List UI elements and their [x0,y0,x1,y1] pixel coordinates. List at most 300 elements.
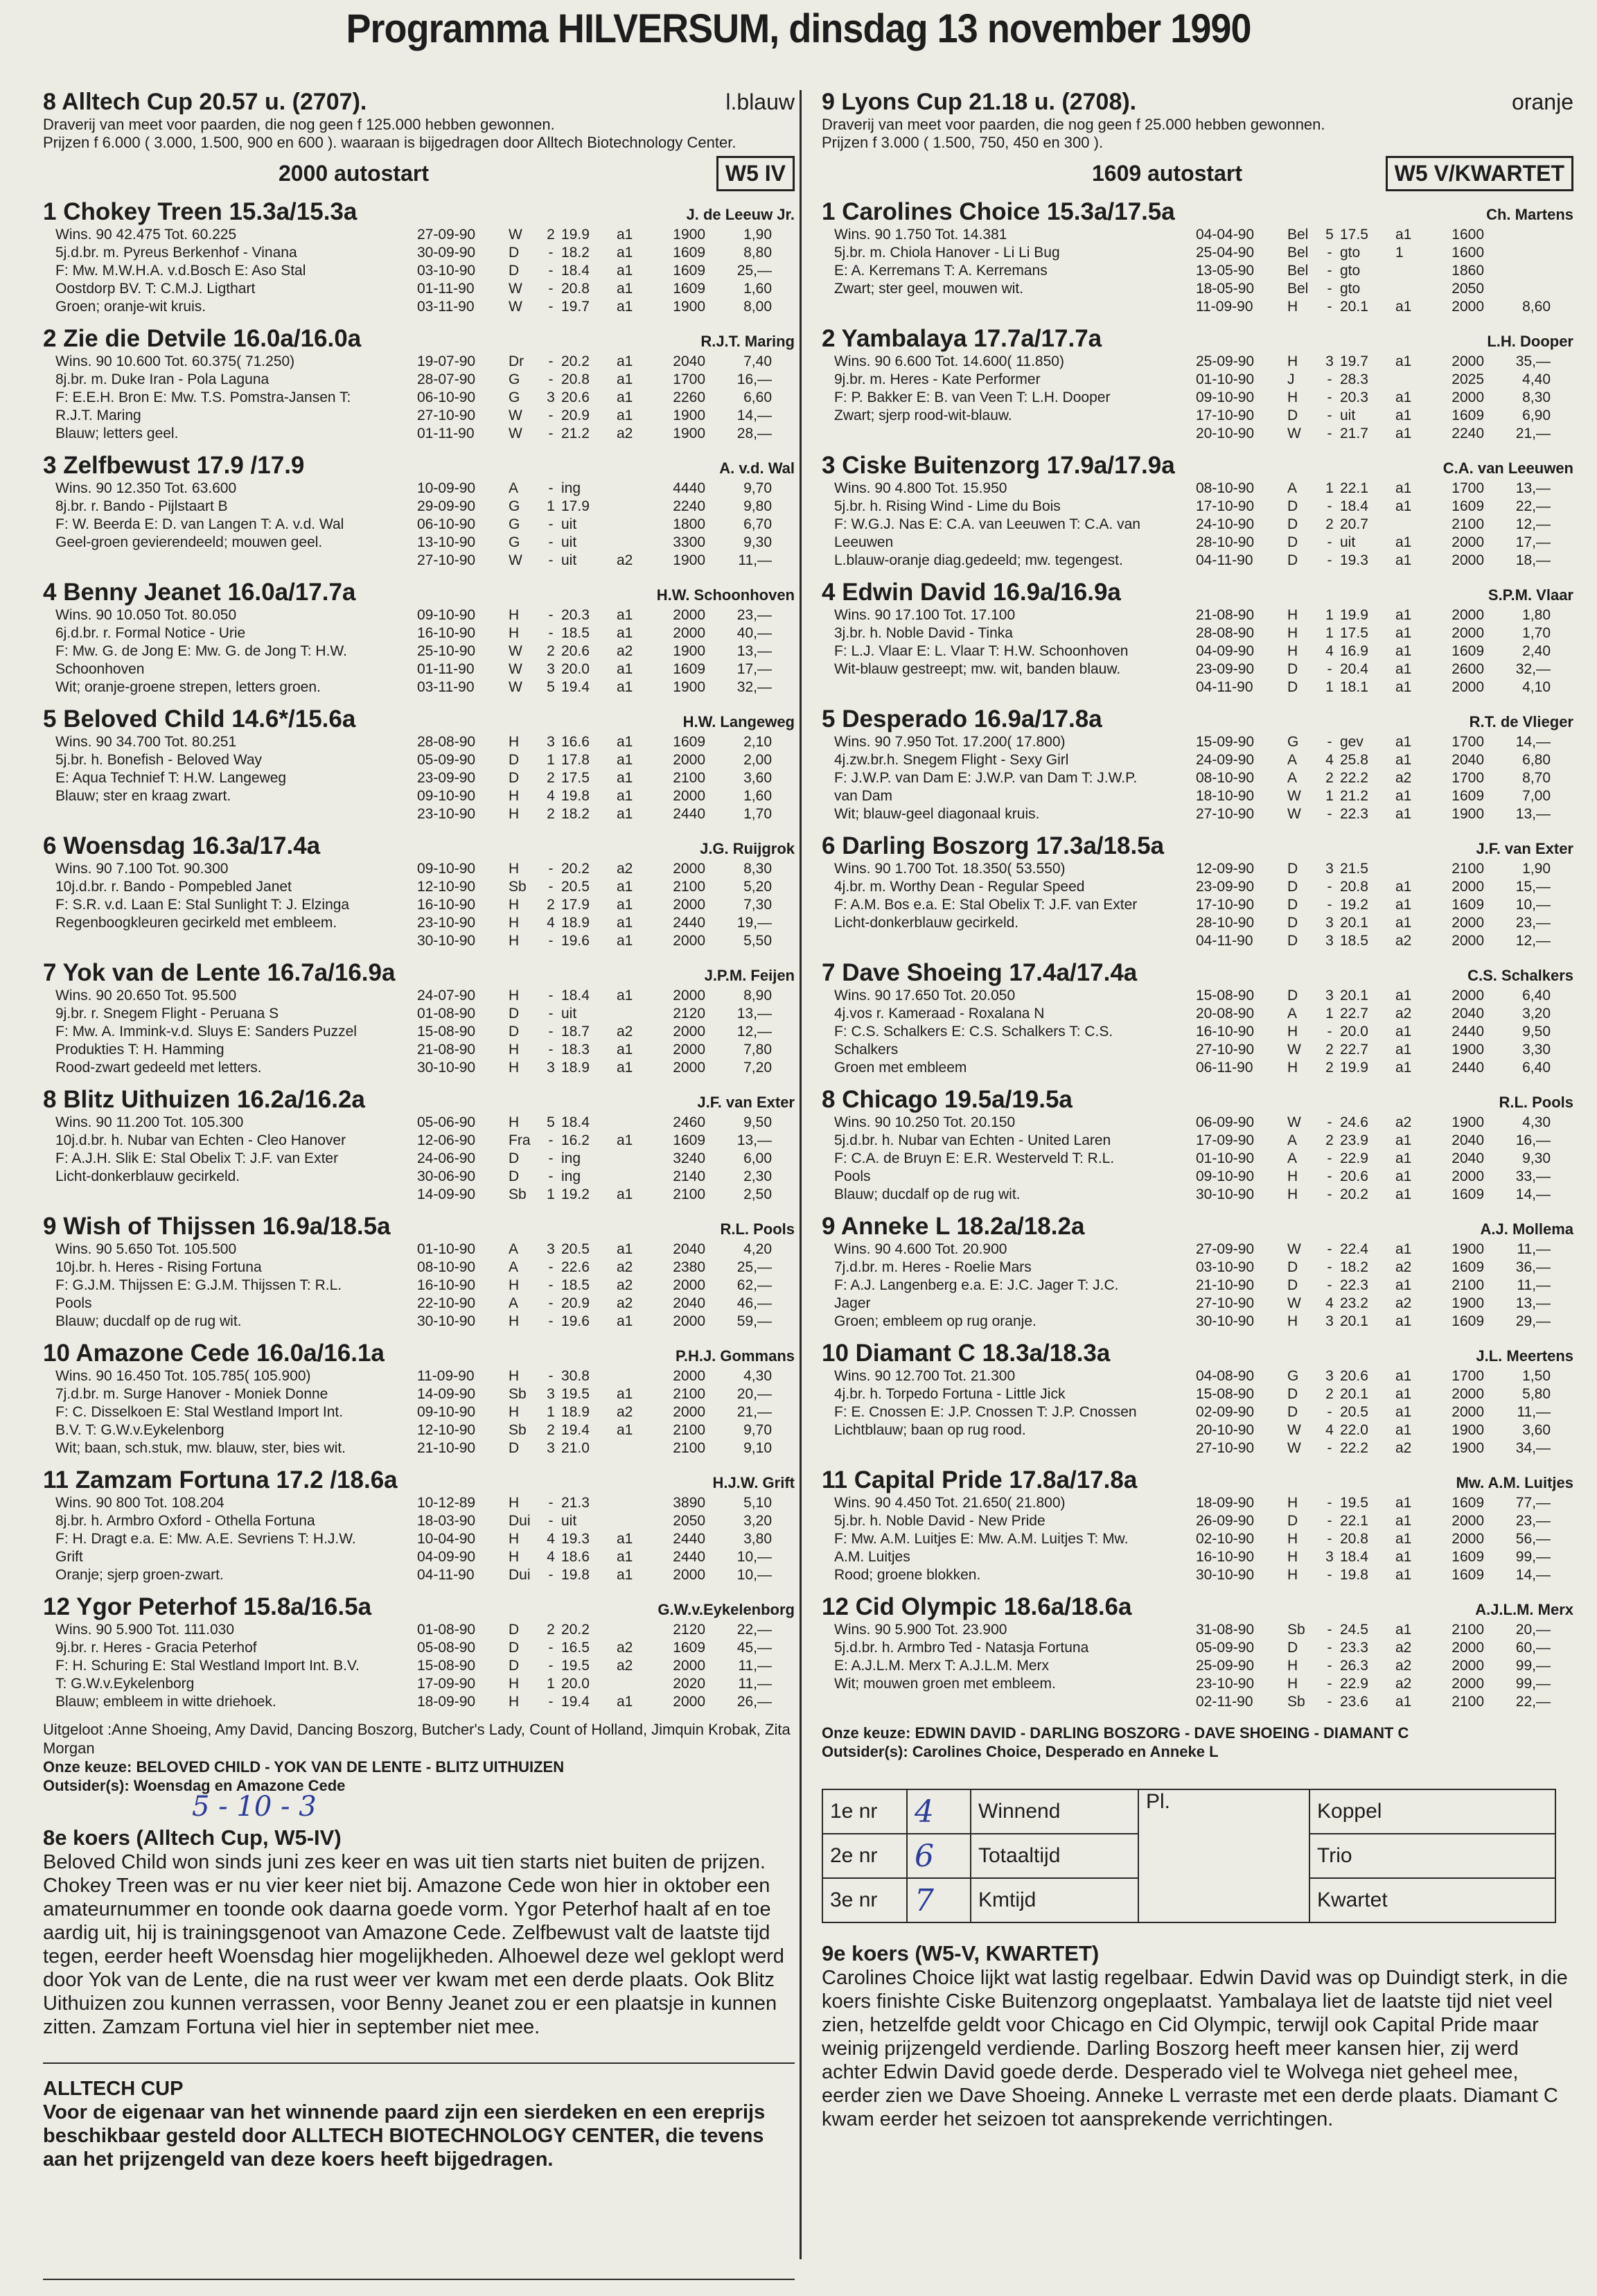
perf-place: 1 [547,1676,555,1692]
outsiders: Outsider(s): Woensdag en Amazone Cede [43,1777,346,1794]
horse-info [822,987,1196,1077]
horse-info-line: 9j.br. r. Snegem Flight - Peruana S [55,1006,279,1022]
perf-date: 04-11-90 [417,1567,475,1583]
perf-track: H [1287,1168,1298,1184]
horse-info [43,353,417,443]
perf-date: 08-10-90 [417,1259,476,1275]
perf-date: 27-10-90 [417,552,476,568]
perf-place: - [548,1295,554,1311]
perf-date: 30-10-90 [417,933,476,949]
perf-track: Sb [1287,1622,1305,1638]
horse-info-line: Wit; baan, sch.stuk, mw. blauw, ster, bies wit. [55,1440,346,1456]
horse-entry [822,1466,1573,1584]
perf-start: a1 [617,625,633,641]
perf-distance: 1609 [1452,643,1484,659]
performance-row [1196,226,1573,244]
performance-row [1196,1168,1573,1186]
race-header [822,89,1573,116]
performance-row [417,606,795,624]
perf-date: 16-10-90 [417,897,476,913]
perf-distance: 2000 [673,1694,705,1710]
horse-entry [43,706,795,823]
perf-time: 20.6 [1340,1368,1368,1384]
horse-entry [822,706,1573,823]
result-handwritten[interactable]: 4 [907,1789,971,1834]
perf-date: 14-09-90 [417,1386,476,1402]
perf-time: ing [561,1168,581,1184]
perf-odds: 7,00 [1522,788,1551,804]
horse-trainer: H.J.W. Grift [712,1474,795,1491]
perf-date: 04-09-90 [417,1549,476,1565]
perf-distance: 1609 [1452,1495,1484,1511]
perf-date: 23-09-90 [417,770,476,786]
perf-track: G [509,389,520,405]
perf-odds: 23,— [736,607,772,623]
perf-distance: 2380 [673,1259,705,1275]
perf-start: a1 [1395,1150,1412,1166]
horse-trainer: L.H. Dooper [1487,333,1573,350]
horse-trainer: J.L. Meertens [1476,1347,1573,1365]
horse-info-line: 4j.br. h. Torpedo Fortuna - Little Jick [834,1386,1066,1402]
horse-info-line: Wins. 90 4.800 Tot. 15.950 [834,480,1007,496]
perf-odds: 2,10 [743,734,772,750]
perf-track: A [1287,1132,1298,1148]
perf-place: - [548,1368,554,1384]
perf-distance: 2000 [1452,1676,1484,1692]
perf-track: H [509,915,520,931]
perf-start: a1 [617,1567,633,1583]
perf-odds: 1,60 [743,281,772,297]
horse-name: 7 Dave Shoeing 17.4a/17.4a [822,959,1138,986]
perf-odds: 5,10 [743,1495,772,1511]
perf-start: a1 [617,408,633,423]
perf-date: 18-09-90 [417,1694,476,1710]
horse-info [822,606,1196,696]
performance-row [1196,1385,1573,1403]
perf-start [617,1621,648,1639]
perf-distance: 2000 [1452,915,1484,931]
perf-odds: 16,— [736,371,772,387]
horse-info-line: Wins. 90 4.450 Tot. 21.650( 21.800) [834,1495,1066,1511]
performance-row [417,1277,795,1295]
horse-entry [43,959,795,1077]
recent-performances [1196,1367,1573,1457]
perf-track: Dui [509,1513,531,1529]
race-preview-text: Carolines Choice lijkt wat lastig regelbaar. Edwin David was op Duindigt sterk, in die koers finishte Ciske Buitenzorg ongeplaatst. Yambalaya liet de laatste tijd niet veel zien, hetzelfde geldt voor Chicago en Cid Olympic, terwijl ook Capital Pride maar weinig prijzengeld verdiende. Darling Boszorg heeft meer kansen hier, zij werd achter Edwin David goede derde. Desperado viel te Wolvega niet geheel mee, eerder zien we Dave Shoeing. Anneke L verraste met een derde plaats. Diamant C kwam eerder het seizoen tot aansprekende verrichtingen. [822,1967,1568,2130]
perf-start: a1 [1395,1060,1412,1076]
horse-info-line: 8j.br. h. Armbro Oxford - Othella Fortuna [55,1513,315,1529]
perf-distance: 1609 [673,263,705,279]
perf-start: a1 [617,227,633,243]
performance-row [417,1114,795,1132]
perf-odds: 6,80 [1522,752,1551,768]
perf-date: 24-07-90 [417,988,476,1004]
horse-details [822,1367,1573,1457]
perf-track: Bel [1287,245,1309,261]
perf-time: 19.2 [561,1186,590,1202]
perf-track: H [1287,1024,1298,1040]
perf-start: a2 [617,552,633,568]
perf-distance: 2040 [673,1241,705,1257]
perf-place: - [548,534,554,550]
perf-time: 20.6 [561,389,590,405]
horse-name: 12 Cid Olympic 18.6a/18.6a [822,1593,1132,1620]
perf-odds: 8,60 [1522,299,1551,315]
perf-odds: 8,80 [743,245,772,261]
performance-row [417,262,795,280]
perf-start [617,516,648,534]
perf-date: 27-09-90 [417,227,476,243]
recent-performances [1196,226,1573,316]
recent-performances [417,353,795,443]
performance-row [1196,1259,1573,1277]
perf-start: a1 [1395,1404,1412,1420]
perf-distance: 2020 [673,1676,705,1692]
horse-info-line: Groen met embleem [834,1060,967,1076]
perf-date: 04-08-90 [1196,1368,1255,1384]
bet-type-box: W5 IV [716,156,795,191]
perf-odds: 4,10 [1522,679,1551,695]
perf-odds: 10,— [736,1549,772,1565]
perf-distance: 2100 [1452,1622,1484,1638]
perf-date: 28-07-90 [417,371,476,387]
bet-type-box: W5 V/KWARTET [1386,156,1573,191]
horse-header [43,452,795,480]
horse-info [822,1114,1196,1204]
performance-row [417,1548,795,1566]
perf-track: A [1287,1150,1298,1166]
horse-entry [822,1213,1573,1331]
perf-distance: 1900 [1452,1295,1484,1311]
perf-place: - [548,1277,554,1293]
perf-odds: 11,— [738,552,772,568]
perf-date: 01-10-90 [1196,371,1255,387]
perf-start: a1 [617,371,633,387]
perf-track: A [509,1259,519,1275]
perf-time: 20.0 [561,661,590,677]
horse-name: 2 Zie die Detvile 16.0a/16.0a [43,325,362,352]
perf-time: 21.3 [561,1495,590,1511]
perf-distance: 2000 [673,625,705,641]
recent-performances [417,1494,795,1584]
perf-odds: 3,60 [1522,1422,1551,1438]
perf-date: 27-10-90 [417,408,476,423]
recent-performances [417,606,795,696]
perf-place: - [548,1024,554,1040]
perf-date: 18-05-90 [1196,281,1255,297]
perf-date: 09-10-90 [417,1404,476,1420]
performance-row [417,1530,795,1548]
perf-date: 04-09-90 [1196,643,1255,659]
perf-date: 20-10-90 [1196,426,1255,441]
perf-time: uit [1340,408,1356,423]
page-title: Programma HILVERSUM, dinsdag 13 november 1990 [346,6,1251,51]
perf-date: 09-10-90 [1196,1168,1255,1184]
perf-distance: 2000 [1452,625,1484,641]
perf-odds: 2,00 [743,752,772,768]
perf-place: - [1327,245,1332,261]
performance-row [417,1259,795,1277]
perf-track: D [509,752,520,768]
perf-place: 4 [547,788,555,804]
perf-time: 18.2 [1340,1259,1368,1275]
perf-track: D [1287,897,1298,913]
performance-row [1196,353,1573,371]
performance-row [417,1621,795,1639]
perf-place: - [548,552,554,568]
perf-time: 18.5 [561,1277,590,1293]
perf-time: 21.0 [561,1440,590,1456]
perf-distance: 1600 [1452,245,1484,261]
horse-entry [43,1593,795,1711]
perf-time: uit [561,534,577,550]
performance-row [1196,1512,1573,1530]
perf-track: W [1287,788,1301,804]
horse-details [43,733,795,823]
perf-time: 22.2 [1340,770,1368,786]
race-preview-title: 8e koers (Alltech Cup, W5-IV) [43,1825,342,1850]
perf-distance: 2600 [1452,661,1484,677]
horse-header [43,959,795,987]
perf-place: 2 [547,643,555,659]
perf-track: H [1287,1567,1298,1583]
horse-info-line: Wins. 90 1.700 Tot. 18.350( 53.550) [834,861,1066,877]
perf-place: - [548,1640,554,1656]
horse-list [43,198,795,1711]
perf-place: 2 [1325,1042,1334,1058]
perf-place: 3 [547,1060,555,1076]
column-divider [800,90,802,2259]
perf-time: uit [561,1513,577,1529]
horse-trainer: C.A. van Leeuwen [1442,459,1573,477]
horse-info-line: Wins. 90 20.650 Tot. 95.500 [55,988,237,1004]
perf-place: 3 [547,1386,555,1402]
horse-name: 6 Darling Boszorg 17.3a/18.5a [822,832,1165,859]
perf-odds: 11,— [1517,1277,1551,1293]
perf-time: 22.2 [1340,1440,1368,1456]
performance-row [1196,606,1573,624]
perf-odds: 56,— [1515,1531,1551,1547]
horse-trainer: H.W. Langeweg [682,713,795,730]
perf-track: G [1287,1368,1299,1384]
result-handwritten[interactable]: 7 [907,1878,971,1922]
perf-odds: 5,50 [743,933,772,949]
perf-track: D [1287,879,1298,895]
horse-info-line: F: Mw. M.W.H.A. v.d.Bosch E: Aso Stal [55,263,306,279]
perf-place: 2 [1325,770,1334,786]
bottom-rule [43,2279,795,2280]
perf-time: 22.3 [1340,1277,1368,1293]
perf-distance: 4440 [673,480,705,496]
performance-row [417,1023,795,1041]
perf-start: a1 [1395,1422,1412,1438]
horse-details [43,226,795,316]
perf-odds: 25,— [736,1259,772,1275]
perf-time: ing [561,1150,581,1166]
perf-distance: 1609 [1452,788,1484,804]
perf-start: a1 [617,353,633,369]
perf-track: H [509,734,520,750]
perf-place: 3 [1325,915,1334,931]
perf-place: 1 [547,752,555,768]
horse-name: 12 Ygor Peterhof 15.8a/16.5a [43,1593,372,1620]
perf-place: 2 [547,806,555,822]
perf-track: Dr [509,353,524,369]
perf-odds: 14,— [1515,1567,1551,1583]
perf-date: 12-09-90 [1196,861,1255,877]
perf-odds: 62,— [736,1277,772,1293]
perf-time: 17.9 [561,897,590,913]
perf-start: a1 [1395,734,1412,750]
perf-track: H [509,988,520,1004]
perf-place: 5 [547,1114,555,1130]
perf-distance: 2120 [673,1006,705,1022]
horse-info-line: F: L.J. Vlaar E: L. Vlaar T: H.W. Schoonhoven [834,643,1129,659]
horse-info-line: Wit; oranje-groene strepen, letters groen. [55,679,321,695]
perf-track: W [1287,806,1301,822]
performance-row [1196,1241,1573,1259]
performance-row [417,751,795,769]
perf-track: Sb [509,1422,527,1438]
horse-info-line: 3j.br. h. Noble David - Tinka [834,625,1013,641]
perf-distance: 1609 [1452,1567,1484,1583]
horse-info [43,733,417,823]
recent-performances [417,1114,795,1204]
perf-track: H [509,788,520,804]
perf-start [617,480,648,498]
perf-place: - [1327,498,1332,514]
perf-start: a2 [1395,933,1412,949]
horse-entry [43,1340,795,1457]
race-distance: 2000 autostart [279,161,429,186]
perf-distance: 1900 [1452,1042,1484,1058]
perf-odds: 20,— [1515,1622,1551,1638]
perf-place: - [1327,389,1332,405]
perf-place: - [1327,1404,1332,1420]
perf-date: 29-09-90 [417,498,476,514]
perf-odds: 13,— [1515,806,1551,822]
perf-track: H [1287,1186,1298,1202]
perf-track: A [1287,752,1298,768]
performance-row [417,389,795,407]
perf-place: - [548,1168,554,1184]
race-preview-text: Beloved Child won sinds juni zes keer en was uit tien starts niet buiten de prijzen. Chokey Treen was er nu vier keer niet bij. Amazone Cede won hier in oktober een amateurnummer en toonde ook daarna goede vorm. Ygor Peterhof haalt af en toe aardig uit, hij is trainingsgenoot van Amazone Cede. Zelfbewust valt de laatste tijd tegen, eerder heeft Woensdag hier mogelijkheden. Alhoewel deze wel geklopt werd door Yok van de Lente, die na rust weer ver kwam met een derde plaats. Ook Blitz Uithuizen zou kunnen verrassen, voor Benny Jeanet zou er een plaatsje in kunnen zitten. Zamzam Fortuna viel hier in september niet mee. [43,1851,784,2038]
perf-date: 31-08-90 [1196,1622,1255,1638]
perf-date: 28-08-90 [1196,625,1255,641]
perf-start: a1 [1395,1241,1412,1257]
horse-trainer: J.F. van Exter [1476,840,1573,857]
perf-date: 17-10-90 [1196,498,1255,514]
perf-place: 1 [1325,607,1334,623]
perf-date: 11-09-90 [417,1368,475,1384]
perf-start: a1 [1395,1042,1412,1058]
perf-date: 17-10-90 [1196,897,1255,913]
perf-odds: 12,— [1515,516,1551,532]
horse-info-line: Blauw; ster en kraag zwart. [55,788,231,804]
perf-date: 01-10-90 [417,1241,476,1257]
perf-date: 23-10-90 [417,915,476,931]
perf-time: 19.4 [561,679,590,695]
horse-name: 3 Zelfbewust 17.9 /17.9 [43,452,305,479]
perf-time: uit [561,552,577,568]
perf-distance: 2440 [1452,1060,1484,1076]
perf-place: - [548,1313,554,1329]
recent-performances [1196,480,1573,570]
perf-time: 21.2 [1340,788,1368,804]
perf-track: H [509,1368,520,1384]
perf-track: H [1287,1495,1298,1511]
horse-header [822,579,1573,606]
perf-place: - [548,516,554,532]
perf-time: 26.3 [1340,1658,1368,1674]
perf-time: 20.1 [1340,1313,1368,1329]
perf-distance: 2120 [673,1622,705,1638]
performance-row [1196,262,1573,280]
perf-time: 20.9 [561,1295,590,1311]
horse-info-line: F: C.S. Schalkers E: C.S. Schalkers T: C.S. [834,1024,1113,1040]
perf-start [1395,516,1427,534]
perf-track: W [509,408,522,423]
perf-start: a2 [617,1295,633,1311]
perf-time: 21.7 [1340,426,1368,441]
perf-distance: 2000 [1452,534,1484,550]
perf-start: a1 [1395,299,1412,315]
perf-start [617,1675,648,1693]
perf-odds: 6,40 [1522,1060,1551,1076]
performance-row [417,498,795,516]
perf-start [617,498,648,516]
perf-distance: 2040 [1452,1150,1484,1166]
horse-info-line: F: G.J.M. Thijssen E: G.J.M. Thijssen T: R.L. [55,1277,342,1293]
horse-info-line: F: Mw. A.M. Luitjes E: Mw. A.M. Luitjes T: Mw. [834,1531,1129,1547]
performance-row [1196,1439,1573,1457]
perf-place: - [1327,1168,1332,1184]
section-rule [43,2062,795,2064]
perf-time: 19.3 [1340,552,1368,568]
perf-track: Sb [509,1386,527,1402]
horse-info-line: Blauw; ducdalf op de rug wit. [55,1313,242,1329]
perf-time: 20.2 [561,353,590,369]
perf-odds: 17,— [736,661,772,677]
perf-odds: 99,— [1515,1676,1551,1692]
performance-row [417,660,795,678]
horse-info-line: Wins. 90 4.600 Tot. 20.900 [834,1241,1007,1257]
perf-track: D [509,245,520,261]
perf-place: 1 [1325,480,1334,496]
horse-info-line: Pools [834,1168,871,1184]
distance-row [43,156,795,191]
result-handwritten[interactable]: 6 [907,1834,971,1878]
perf-track: H [509,1313,520,1329]
perf-track: D [509,1440,520,1456]
perf-time: 22.7 [1340,1042,1368,1058]
perf-time: 20.8 [561,281,590,297]
perf-start: a2 [1395,1676,1412,1692]
horse-name: 5 Beloved Child 14.6*/15.6a [43,706,356,733]
perf-time: 18.4 [561,1114,590,1130]
perf-time: 20.2 [1340,1186,1368,1202]
horse-info-line: Licht-donkerblauw gecirkeld. [55,1168,240,1184]
performance-row [417,480,795,498]
perf-distance: 1600 [1452,227,1484,243]
perf-date: 09-10-90 [1196,389,1255,405]
perf-date: 24-10-90 [1196,516,1255,532]
perf-odds: 1,90 [1522,861,1551,877]
horse-trainer: R.L. Pools [720,1220,795,1238]
performance-row [417,516,795,534]
perf-place: 1 [1325,625,1334,641]
perf-start: a1 [1395,679,1412,695]
